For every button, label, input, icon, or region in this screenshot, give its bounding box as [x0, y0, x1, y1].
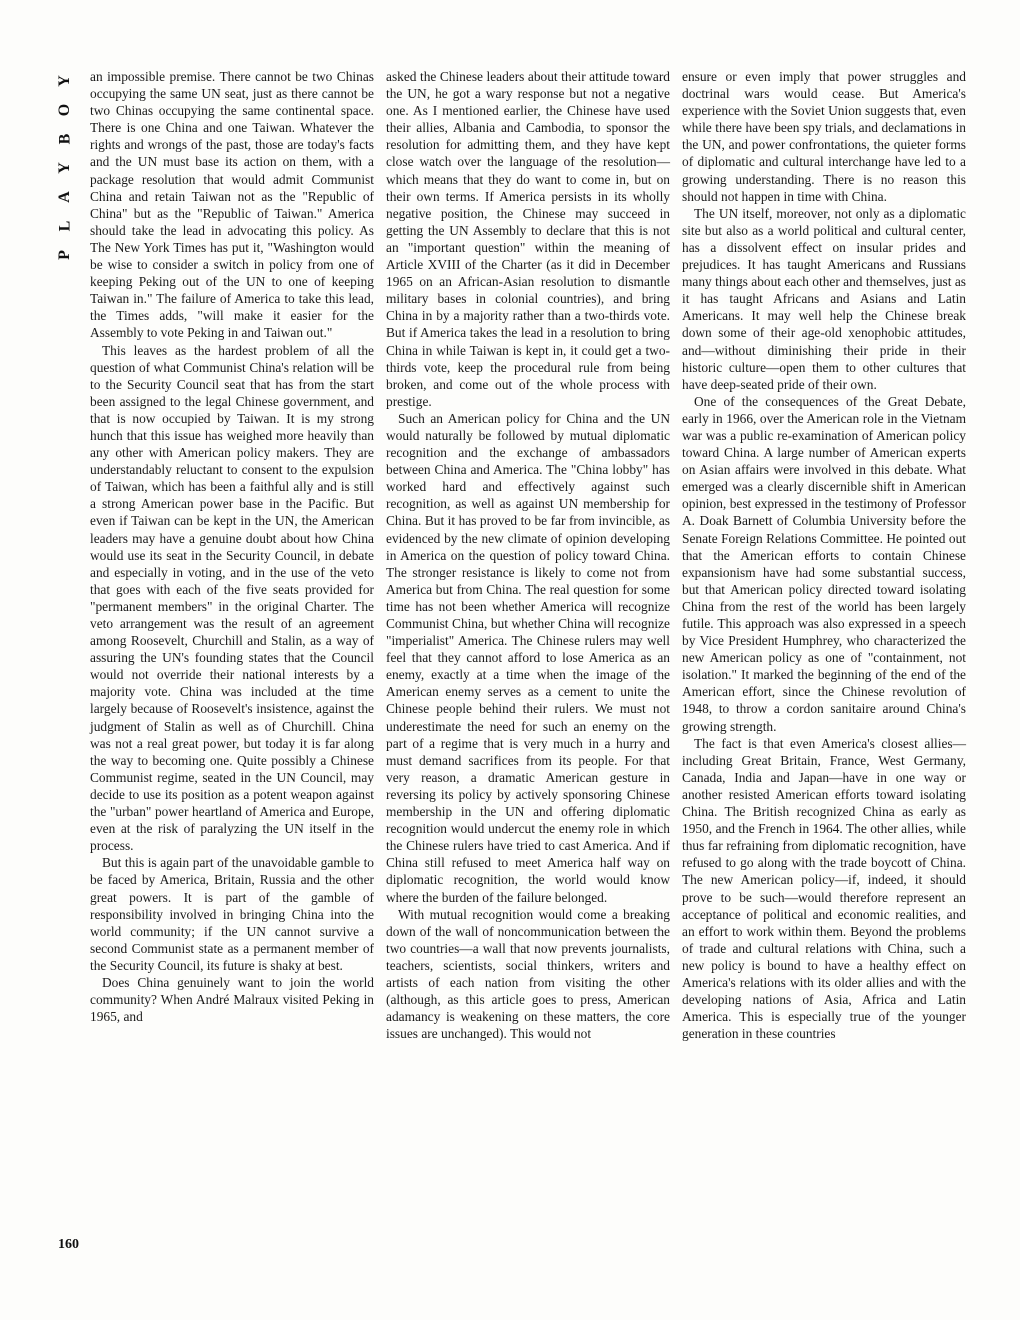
paragraph: an impossible premise. There cannot be two Chinas occupying the same UN seat, just as there cannot be two Chinas occupying the same continental space. There is one China and one Taiwan. Whatever the rights and wrongs of the past, those are today's facts and the UN must base its action on them, with a package resolution that would admit Communist China and retain Taiwan not as the "Republic of China" but as the "Republic of Taiwan." America should take the lead in advocating this policy. As The New York Times has put it, "Washington would be wise to consider a switch in policy from one of keeping Peking out of the UN to one of keeping Taiwan in." The failure of America to take this lead, the Times adds, "will make it easier for the Assembly to vote Peking in and Taiwan out."	[90, 69, 374, 341]
paragraph: The UN itself, moreover, not only as a diplomatic site but also as a world political and cultural center, has a dissolvent effect on insular prides and prejudices. It has taught Americans and Russians many things about each other and themselves, just as it has taught Africans and Asians and Latin Americans. It may well help the Chinese break down some of their age-old xenophobic attitudes, and—without diminishing their pride in their historic culture—open them to other cultures that have deep-seated pride of their own.	[682, 205, 966, 392]
paragraph: With mutual recognition would come a breaking down of the wall of noncommunication between the two countries—a wall that now prevents journalists, teachers, scientists, social thinkers, writers and artists of each nation from visiting the other (although, as this article goes to press, American adamancy is weakening on these matters, the core issues are unchanged). This would not	[386, 906, 670, 1042]
masthead-letter: L	[55, 220, 73, 232]
paragraph: asked the Chinese leaders about their attitude toward the UN, he got a wary response but not a negative one. As I mentioned earlier, the Chinese have used their allies, Albania and Cambodia, to sponsor the resolution for admitting them, and they have kept close watch over the language of the resolution—which means that they do want to come in, but on their own terms. If America persists in its wholly negative position, the Chinese may succeed in getting the UN Assembly to declare that this is not an "important question" within the meaning of Article XVIII of the Charter (as it did in December 1965 on an African-Asian resolution to dismantle military bases in colonial countries), and bring China in by a majority rather than a two-thirds vote. But if America takes the lead in a resolution to bring China in while Taiwan is kept in, it could get a two-thirds vote, keep the procedural rule from being broken, and come out of the whole process with prestige.	[386, 69, 670, 409]
masthead-letter: A	[56, 191, 73, 203]
masthead-playboy	[52, 70, 78, 270]
paragraph: The fact is that even America's closest allies—including Great Britain, France, West Germany, Canada, India and Japan—have in one way or another resisted American efforts toward isolating China. The British recognized China as early as 1950, and the French in 1964. The other allies, while thus far refraining from diplomatic recognition, have refused to go along with the trade boycott of China. The new American policy—if, indeed, it should prove to be such—would therefore represent an acceptance of political and economic realities, and an effort to work within them. Beyond the problems of trade and cultural relations with China, such a new policy is bound to have a healthy effect on America's relations with its older allies and with the developing nations of Asia, Africa and Latin America. This is especially true of the younger generation in these countries	[682, 735, 966, 1042]
text-column-3	[682, 68, 966, 1042]
paragraph: Does China genuinely want to join the world community? When André Malraux visited Peking in 1965, and	[90, 974, 374, 1025]
paragraph: Such an American policy for China and the UN would naturally be followed by mutual diplomatic recognition and the exchange of ambassadors between China and America. The "China lobby" has worked hard and effectively against such recognition, as well as against UN membership for China. But it has proved to be far from invincible, as evidenced by the new climate of opinion developing in America on the question of policy toward China. The stronger resistance is likely to come not from America but from China. The real question for some time has not been whether America will recognize Communist China, but whether China will recognize "imperialist" America. The Chinese rulers may well feel that they cannot afford to lose America as an enemy, exactly at a time when the image of the American enemy serves as a cement to unite the Chinese people behind their rulers. We must not underestimate the need for such an enemy on the part of a regime that is very much in a hurry and must demand sacrifices from its people. For that very reason, a dramatic American gesture in reversing its policy by actively sponsoring Chinese membership in the UN and offering diplomatic recognition would undercut the enemy role in which the Chinese rulers have tried to cast America. And if China still refused to meet America half way on diplomatic recognition, the world would know where the burden of the failure belonged.	[386, 410, 670, 905]
masthead-letter: P	[56, 250, 73, 260]
text-column-1	[90, 68, 374, 1025]
text-column-2	[386, 68, 670, 1042]
paragraph: One of the consequences of the Great Debate, early in 1966, over the American role in the Vietnam war was a public re-examination of American policy toward China. A large number of American experts on Asian affairs were involved in this debate. What emerged was a clearly discernible shift in American opinion, best expressed in the testimony of Professor A. Doak Barnett of Columbia University before the Senate Foreign Relations Committee. He pointed out that the American efforts to contain Chinese expansionism have had some substantial success, but that American policy directed toward isolating China from the rest of the world has been largely futile. This approach was also expressed in a speech by Vice President Humphrey, who characterized the new American policy as one of "containment, not isolation." It marked the beginning of the end of the American effort, since the Chinese revolution of 1948, to throw a cordon sanitaire around China's growing strength.	[682, 393, 966, 734]
paragraph: This leaves as the hardest problem of all the question of what Communist China's relation will be to the Security Council seat that has from the start been assigned to the legal Chinese government, and that is now occupied by Taiwan. It is my strong hunch that this issue has weighed more heavily than any other with American policy makers. They are understandably reluctant to consent to the expulsion of Taiwan, which has been a faithful ally and is still a strong American power base in the Pacific. But even if Taiwan can be kept in the UN, the American leaders may have a genuine doubt about how China would use its seat in the Security Council, in debate and especially in voting, and in the use of the veto that goes with each of the five seats provided for "permanent members" in the original Charter. The veto arrangement was the result of an agreement among Roosevelt, Churchill and Stalin, as a way of assuring the UN's founding states that the Council would not override their national interests by a majority vote. China was included at the time largely because of Roosevelt's insistence, against the judgment of Stalin as well as of Churchill. China was not a real great power, but today it is far along the way to becoming one. Quite possibly a Chinese Communist regime, seated in the UN Council, may decide to use its position as a potent weapon against the "urban" power heartland of America and Europe, even at the risk of paralyzing the UN itself in the process.	[90, 342, 374, 854]
masthead-letter: B	[55, 133, 73, 145]
paragraph: ensure or even imply that power struggles and doctrinal wars would cease. But America's experience with the Soviet Union suggests that, even while there have been spy trials, and declamations in the UN, and power confrontations, the quieter forms of diplomatic and cultural interchange have led to a growing understanding. There is no reason this should not happen in time with China.	[682, 69, 966, 204]
masthead-letter: O	[55, 103, 73, 117]
masthead-letter: Y	[56, 75, 73, 87]
page-number: 160	[58, 1237, 79, 1252]
masthead-letter: Y	[56, 162, 73, 174]
masthead-letters	[54, 70, 76, 266]
paragraph: But this is again part of the unavoidable gamble to be faced by America, Britain, Russia and the other great powers. It is part of the gamble of responsibility involved in bringing China into the world community; if the UN cannot survive a second Communist state as a permanent member of the Security Council, its future is shaky at best.	[90, 855, 374, 973]
